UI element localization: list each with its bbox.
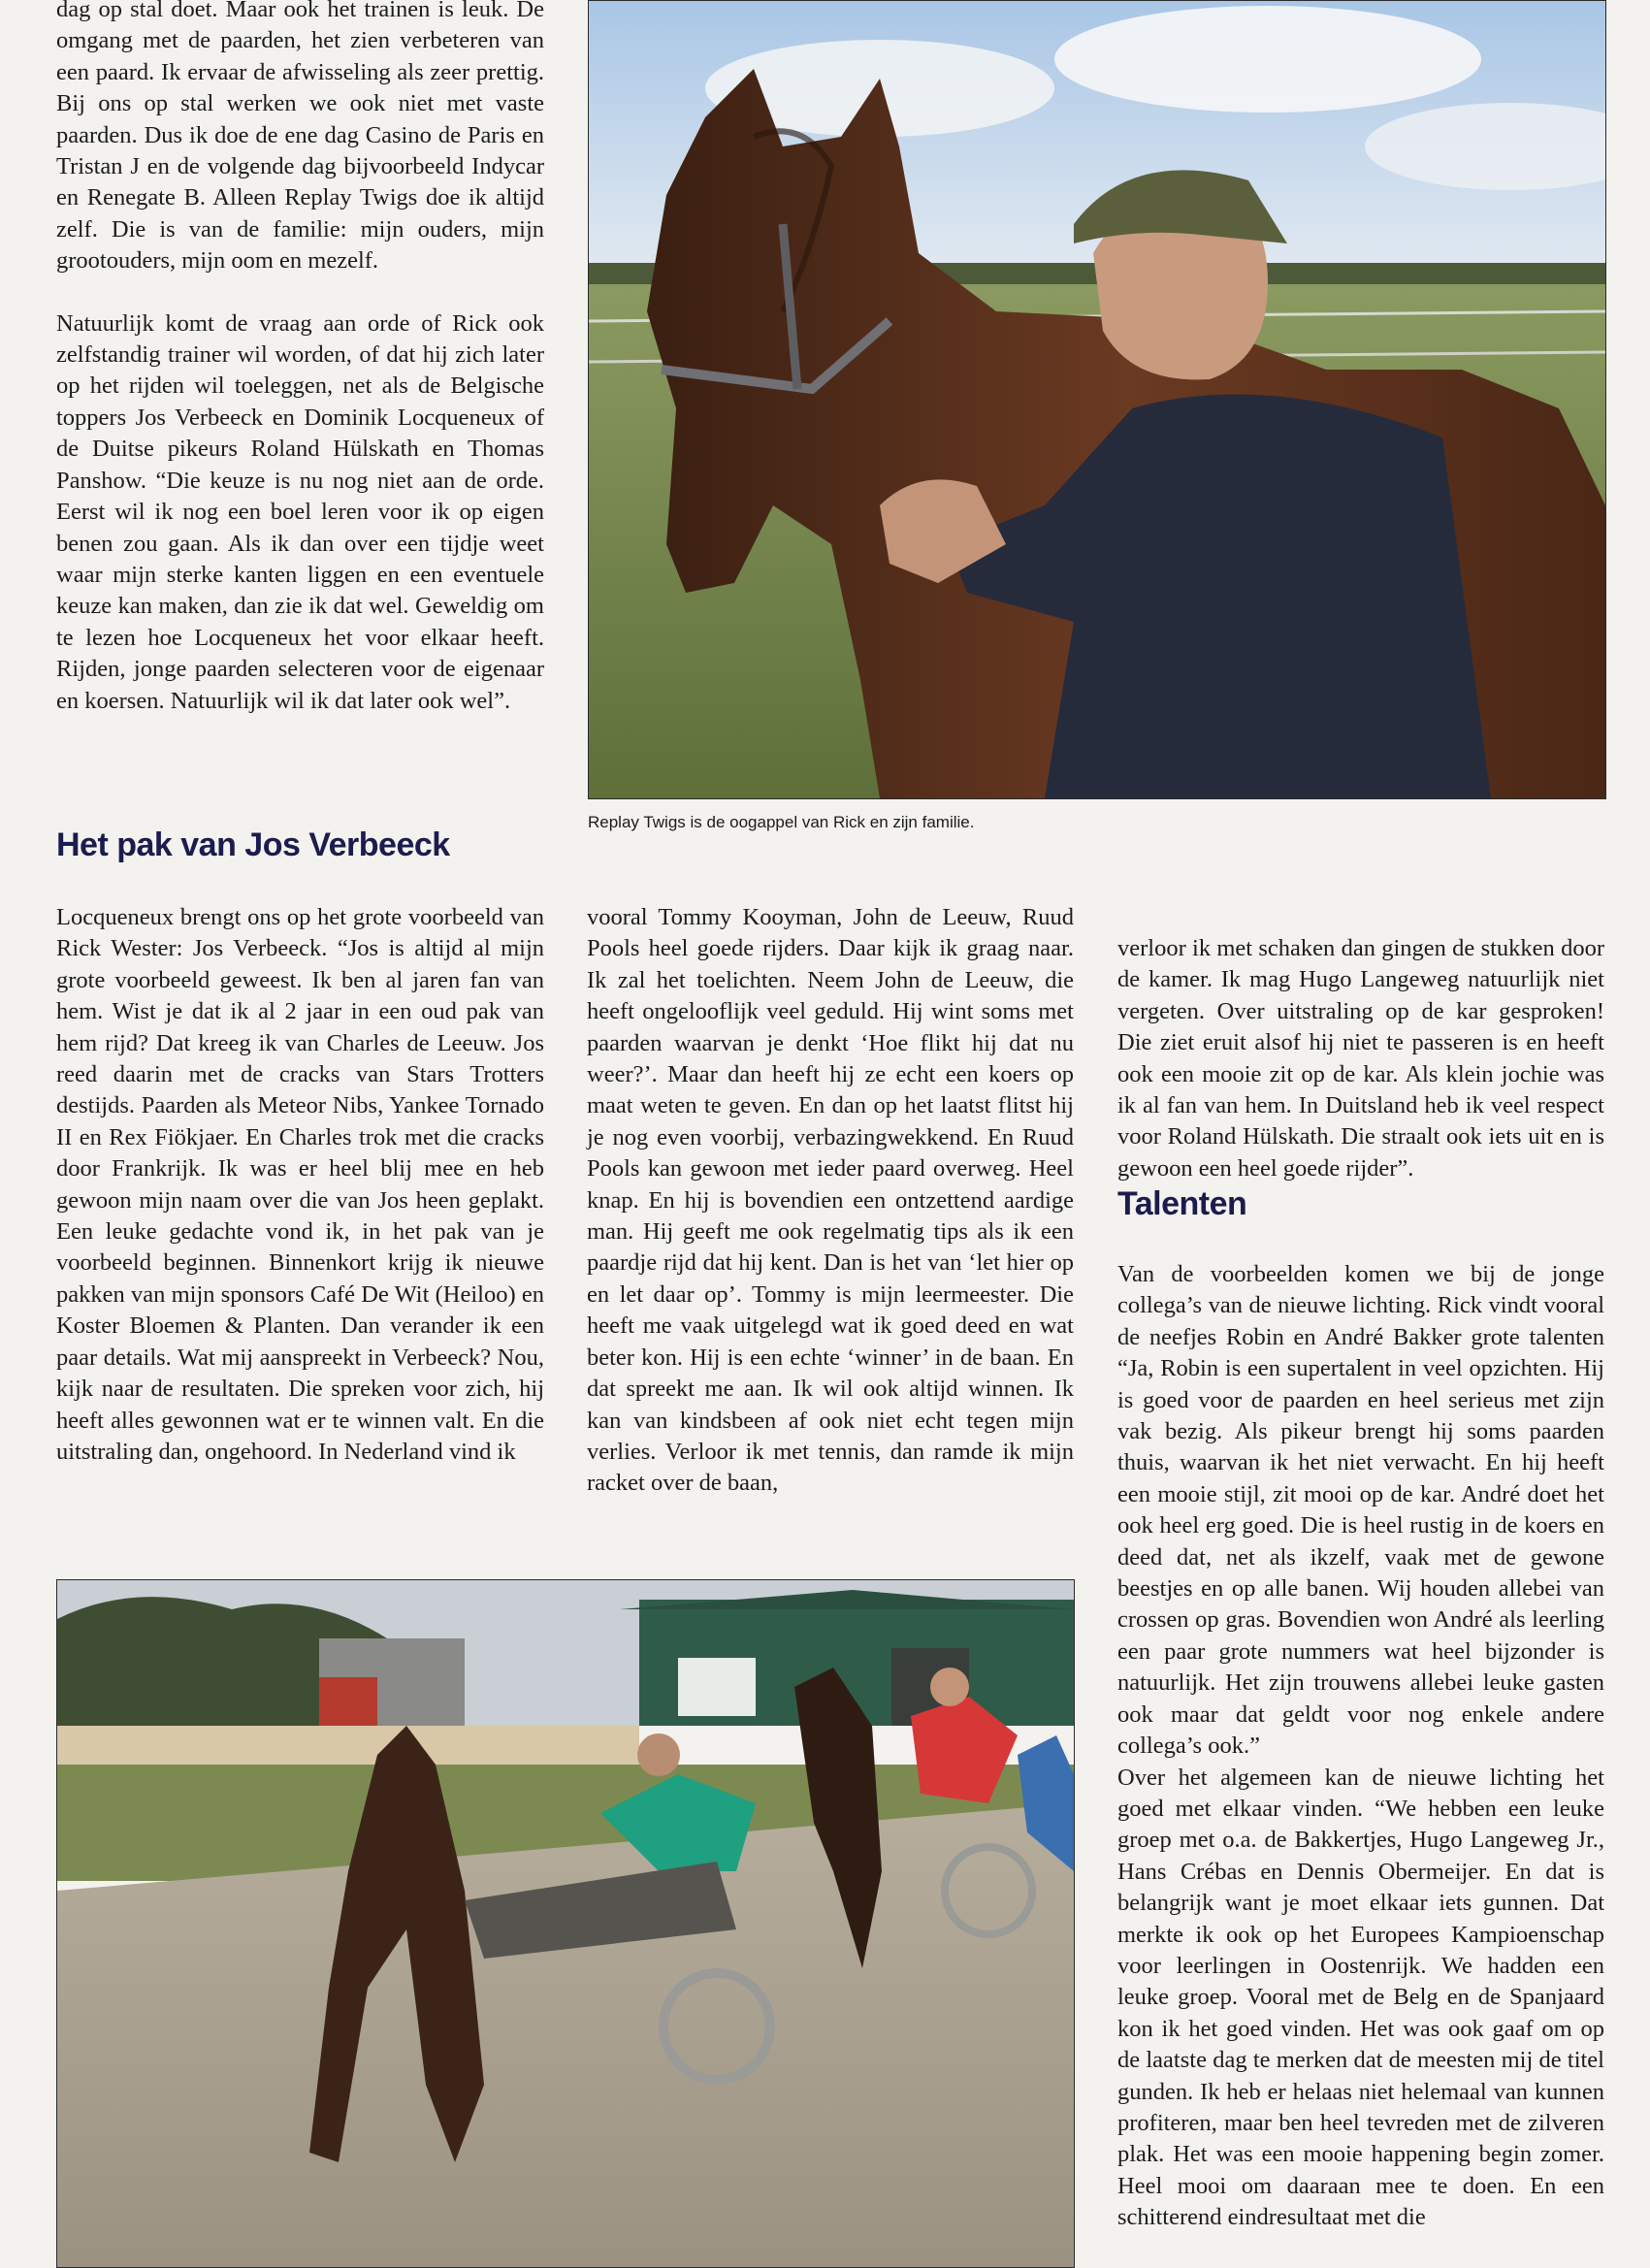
intro-paragraph-2: Natuurlijk komt de vraag aan orde of Rick ook zelfstandig trainer wil worden, of dat hij zich later op het rijden wil toeleggen, net als de Belgische toppers Jos Verbeeck en Dominik Locqueneux of de Duitse pikeurs Roland Hülskath en Thomas Panshow. “Die keuze is nu nog niet aan de orde. Eerst wil ik nog een boel leren voor ik op eigen benen zou gaan. Als ik dan over een tijdje weet waar mijn sterke kanten liggen en een eventuele keuze kan maken, dan zie ik dat wel. Geweldig om te lezen hoe Locqueneux het voor elkaar heeft. Rijden, jonge paarden selecteren voor de eigenaar en koersen. Natuurlijk wil ik dat later ook wel”. [56,309,544,714]
training-track-photo [56,1579,1075,2268]
body-column-3-top-text: verloor ik met schaken dan gingen de stukken door de kamer. Ik mag Hugo Langeweg natuurlijk niet vergeten. Over uitstraling op de kar gesproken! Die ziet eruit alsof hij niet te passeren is en heeft ook een mooie zit op de kar. Als klein jochie was ik al fan van hem. In Duitsland heb ik veel respect voor Roland Hülskath. Die straalt ook iets uit en is gewoon een heel goede rijder”. [1117,935,1604,1182]
body-column-1 [56,902,544,1468]
body-column-2-text: vooral Tommy Kooyman, John de Leeuw, Ruud Pools heel goede rijders. Daar kijk ik graag naar. Ik zal het toelichten. Neem John de Leeuw, die heeft ongelooflijk veel geduld. Hij wint soms met paarden waarvan je denkt ‘Hoe flikt hij dat nu weer?’. Maar dan heeft hij ze echt een koers op maat weten te geven. En dan op het laatst flitst hij je nog even voorbij, verbazingwekkend. En Ruud Pools kan gewoon met ieder paard overweg. Heel knap. En hij is bovendien een ontzettend aardige man. Hij geeft me ook regelmatig tips als ik een paardje rijd dat hij kent. Dan is het van ‘let hier op en let daar op’. Tommy is mijn leermeester. Die heeft me vaak uitgelegd wat ik goed deed en wat beter kon. Hij is een echte ‘winner’ in de baan. En dat spreekt me aan. Ik wil ook altijd winnen. Ik kan van kindsbeen af ook niet echt tegen mijn verlies. Verloor ik met tennis, dan ramde ik mijn racket over de baan, [587,904,1074,1497]
section-heading-talenten: Talenten [1117,1185,1247,1222]
body-column-1-text: Locqueneux brengt ons op het grote voorbeeld van Rick Wester: Jos Verbeeck. “Jos is altijd al mijn grote voorbeeld geweest. Ik ben al jaren fan van hem. Wist je dat ik al 2 jaar in een oud pak van hem rijd? Dat kreeg ik van Charles de Leeuw. Jos reed daarin met de cracks van Stars Trotters destijds. Paarden als Meteor Nibs, Yankee Tornado II en Rex Fiökjaer. En Charles trok met die cracks door Frankrijk. Ik was er heel blij mee en heb gewoon mijn naam over die van Jos heen geplakt. Een leuke gedachte vond ik, in het pak van je voorbeeld beginnen. Binnenkort krijg ik nieuwe pakken van mijn sponsors Café De Wit (Heiloo) en Koster Bloemen & Planten. Dan verander ik een paar details. Wat mij aanspreekt in Verbeeck? Nou, kijk naar de resultaten. Die spreken voor zich, hij heeft alles gewonnen wat er te winnen valt. En die uitstraling dan, ongehoord. In Nederland vind ik [56,904,544,1465]
section-heading-het-pak: Het pak van Jos Verbeeck [56,826,450,863]
horse-portrait-image [589,1,1605,798]
intro-paragraph-1: dag op stal doet. Maar ook het trainen is leuk. De omgang met de paarden, het zien verbeteren van een paard. Ik ervaar de afwisseling als zeer prettig. Bij ons op stal werken we ook niet met vaste paarden. Dus ik doe de ene dag Casino de Paris en Tristan J en de volgende dag bijvoorbeeld Indycar en Renegate B. Alleen Replay Twigs doe ik altijd zelf. Die is van de familie: mijn ouders, mijn grootouders, mijn oom en mezelf. [56,0,544,275]
body-column-2 [587,902,1074,1500]
horse-portrait-photo [588,0,1606,799]
talenten-paragraph-2: Over het algemeen kan de nieuwe lichting het goed met elkaar vinden. “We hebben een leuke groep met o.a. de Bakkertjes, Hugo Langeweg Jr., Hans Crébas en Dennis Obermeijer. En dat is belangrijk want je moet elkaar iets gunnen. Dat merkte ik ook op het Europees Kampioenschap voor leerlingen in Oostenrijk. We hadden een leuke groep. Vooral met de Belg en de Spanjaard kon ik het goed vinden. Het was ook gaaf om op de laatste dag te merken dat de meesten mij de titel gunden. Ik heb er helaas niet helemaal van kunnen profiteren, maar ben heel tevreden met de zilveren plak. Het was een mooie happening begin zomer. Heel mooi om daaraan mee te doen. En een schitterend eindresultaat met die [1117,1764,1604,2231]
training-track-image [57,1580,1074,2267]
photo-caption: Replay Twigs is de oogappel van Rick en zijn familie. [588,813,975,831]
body-column-3-top [1117,933,1604,1184]
intro-column [56,0,544,717]
talenten-paragraph-1: Van de voorbeelden komen we bij de jonge collega’s van de nieuwe lichting. Rick vindt vooral de neefjes Robin en André Bakker grote talenten “Ja, Robin is een supertalent in veel opzichten. Hij is goed voor de paarden en heel serieus met zijn vak bezig. Als pikeur brengt hij soms paarden thuis, waarvan ik het niet verwacht. En hij heeft een mooie stijl, zit mooi op de kar. André doet het ook heel erg goed. Die is heel rustig in de koers en deed dat, net als ikzelf, vaak met de gewone beestjes en op alle banen. Wij houden allebei van crossen op gras. Bovendien won André als leerling een paar grote nummers wat heel bijzonder is natuurlijk. Het zijn trouwens allebei leuke gasten ook maar dat geldt voor nog enkele andere collega’s ook.” [1117,1261,1604,1760]
body-column-3-bottom [1117,1259,1604,2234]
